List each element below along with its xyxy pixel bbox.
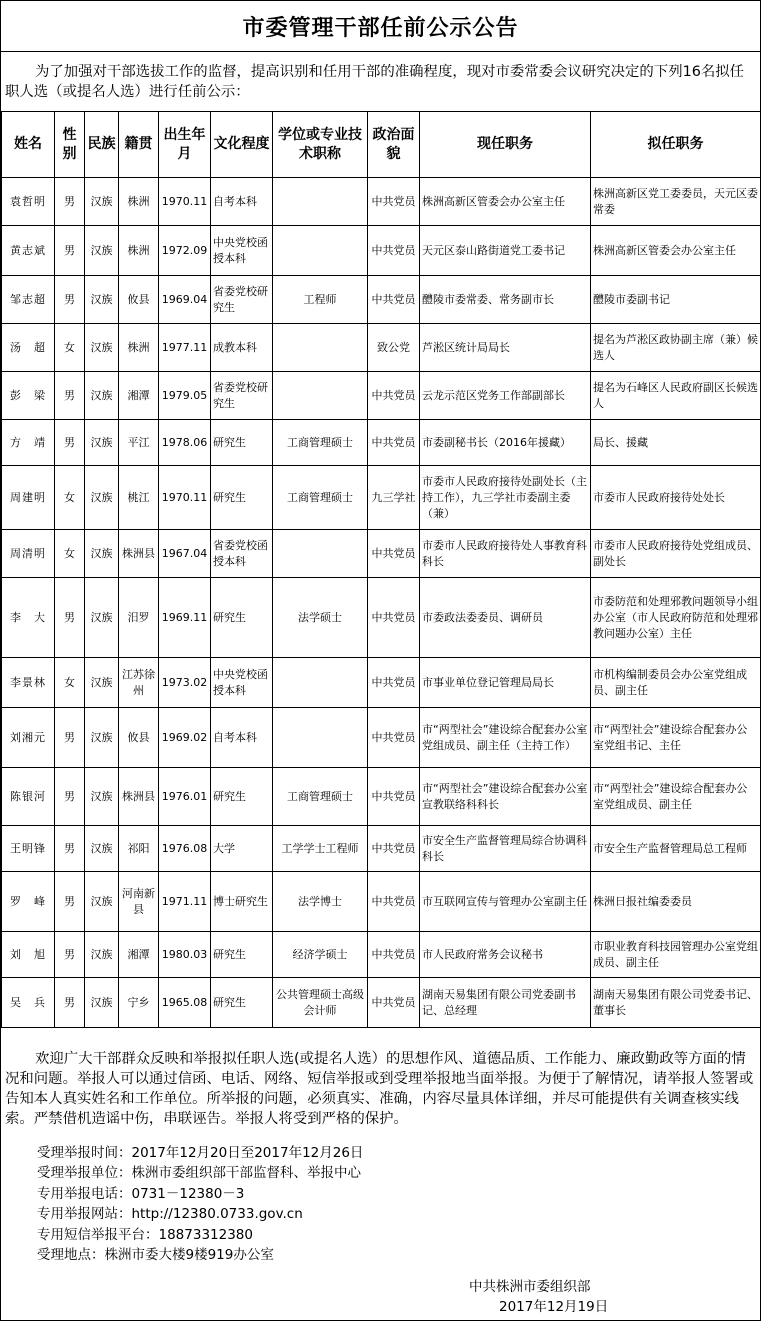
cell-current-post: 醴陵市委常委、常务副市长 — [420, 276, 591, 324]
cell-current-post: 市安全生产监督管理局综合协调科科长 — [420, 826, 591, 872]
cell-proposed-post: 提名为芦淞区政协副主席（兼）候选人 — [591, 324, 761, 372]
cell-political: 中共党员 — [368, 658, 420, 708]
cell-ethnicity: 汉族 — [85, 420, 119, 466]
cell-current-post: 天元区泰山路街道党工委书记 — [420, 226, 591, 276]
table-row — [2, 178, 761, 226]
cell-hometown: 祁阳 — [119, 826, 159, 872]
cell-proposed-post: 市委防范和处理邪教问题领导小组办公室（市人民政府防范和处理邪教问题办公室）主任 — [591, 578, 761, 658]
cell-education: 研究生 — [211, 420, 273, 466]
cell-ethnicity: 汉族 — [85, 324, 119, 372]
cell-current-post: 市人民政府常务会议秘书 — [420, 932, 591, 978]
cell-ethnicity: 汉族 — [85, 978, 119, 1028]
cell-ethnicity: 汉族 — [85, 768, 119, 826]
cell-current-post: 市互联网宣传与管理办公室副主任 — [420, 872, 591, 932]
cell-name: 方 靖 — [2, 420, 55, 466]
cell-name: 陈银河 — [2, 768, 55, 826]
cell-hometown: 汨罗 — [119, 578, 159, 658]
cell-degree: 工商管理硕士 — [273, 466, 368, 530]
table-row — [2, 658, 761, 708]
cell-political: 中共党员 — [368, 826, 420, 872]
cell-hometown: 株洲 — [119, 226, 159, 276]
cell-degree: 工程师 — [273, 276, 368, 324]
cell-education: 研究生 — [211, 932, 273, 978]
cell-gender: 女 — [55, 466, 85, 530]
cell-hometown: 宁乡 — [119, 978, 159, 1028]
cell-birth: 1967.04 — [159, 530, 211, 578]
cell-proposed-post: 提名为石峰区人民政府副区长候选人 — [591, 372, 761, 420]
cell-political: 中共党员 — [368, 372, 420, 420]
signature-date: 2017年12月19日 — [499, 1299, 609, 1315]
cell-name: 周清明 — [2, 530, 55, 578]
cell-education: 中央党校函授本科 — [211, 658, 273, 708]
closing-paragraph: 欢迎广大干部群众反映和举报拟任职人选(或提名人选）的思想作风、道德品质、工作能力、廉政勤政等方面的情况和问题。举报人可以通过信函、电话、网络、短信举报或到受理举报地当面举报。为便于了解情况，请举报人签署或告知本人真实姓名和工作单位。所举报的问题，必须真实、准确，内容尽量具体详细，并尽可能提供有关调查核实线索。严禁借机造谣中伤，串联诬告。举报人将受到严格的保护。 — [5, 1051, 754, 1127]
cell-gender: 男 — [55, 872, 85, 932]
cell-degree: 工学学士工程师 — [273, 826, 368, 872]
table-row — [2, 466, 761, 530]
cell-education: 省委党校函授本科 — [211, 530, 273, 578]
cell-current-post: 市“两型社会”建设综合配套办公室宣教联络科科长 — [420, 768, 591, 826]
cell-political: 中共党员 — [368, 530, 420, 578]
cell-political: 致公党 — [368, 324, 420, 372]
cell-degree — [273, 324, 368, 372]
cell-current-post: 市委市人民政府接待处副处长（主持工作），九三学社市委副主委（兼） — [420, 466, 591, 530]
cell-name: 袁哲明 — [2, 178, 55, 226]
cell-degree — [273, 708, 368, 768]
cell-ethnicity: 汉族 — [85, 530, 119, 578]
cell-name: 李 大 — [2, 578, 55, 658]
cell-hometown: 攸县 — [119, 276, 159, 324]
table-row — [2, 768, 761, 826]
header-education: 文化程度 — [211, 112, 273, 178]
cell-gender: 男 — [55, 768, 85, 826]
cell-name: 邹志超 — [2, 276, 55, 324]
cell-ethnicity: 汉族 — [85, 466, 119, 530]
cell-political: 中共党员 — [368, 276, 420, 324]
cell-name: 黄志斌 — [2, 226, 55, 276]
table-row — [2, 372, 761, 420]
table-row — [2, 872, 761, 932]
report-time: 受理举报时间：2017年12月20日至2017年12月26日 — [37, 1145, 364, 1161]
cell-proposed-post: 市安全生产监督管理局总工程师 — [591, 826, 761, 872]
report-unit: 受理举报单位：株洲市委组织部干部监督科、举报中心 — [37, 1165, 361, 1182]
cell-ethnicity: 汉族 — [85, 276, 119, 324]
cell-birth: 1969.02 — [159, 708, 211, 768]
header-gender: 性别 — [55, 112, 85, 178]
cell-political: 九三学社 — [368, 466, 420, 530]
cell-birth: 1976.08 — [159, 826, 211, 872]
cell-ethnicity: 汉族 — [85, 658, 119, 708]
cell-current-post: 芦淞区统计局局长 — [420, 324, 591, 372]
cell-ethnicity: 汉族 — [85, 178, 119, 226]
table-row — [2, 978, 761, 1028]
cell-degree: 公共管理硕士高级会计师 — [273, 978, 368, 1028]
cell-hometown: 江苏徐州 — [119, 658, 159, 708]
cell-degree: 工商管理硕士 — [273, 420, 368, 466]
cell-political: 中共党员 — [368, 872, 420, 932]
table-row — [2, 578, 761, 658]
cell-birth: 1977.11 — [159, 324, 211, 372]
signature — [469, 1277, 608, 1317]
cell-gender: 男 — [55, 708, 85, 768]
cell-birth: 1972.09 — [159, 226, 211, 276]
report-location: 受理地点：株洲市委大楼9楼919办公室 — [37, 1247, 274, 1264]
header-ethnicity: 民族 — [85, 112, 119, 178]
header-degree: 学位或专业技术职称 — [273, 112, 368, 178]
page-title: 市委管理干部任前公示公告 — [242, 15, 519, 41]
cell-political: 中共党员 — [368, 932, 420, 978]
cell-birth: 1969.04 — [159, 276, 211, 324]
cell-gender: 男 — [55, 978, 85, 1028]
cell-hometown: 株洲 — [119, 324, 159, 372]
cell-degree — [273, 226, 368, 276]
cell-current-post: 市委副秘书长（2016年援藏） — [420, 420, 591, 466]
cell-proposed-post: 市委市人民政府接待处处长 — [591, 466, 761, 530]
report-phone: 专用举报电话：0731－12380－3 — [37, 1185, 245, 1202]
header-current-post: 现任职务 — [420, 112, 591, 178]
cell-birth: 1970.11 — [159, 178, 211, 226]
table-row — [2, 420, 761, 466]
cell-ethnicity: 汉族 — [85, 826, 119, 872]
cell-name: 刘湘元 — [2, 708, 55, 768]
cell-ethnicity: 汉族 — [85, 226, 119, 276]
header-name: 姓名 — [2, 112, 55, 178]
cell-birth: 1978.06 — [159, 420, 211, 466]
cell-name: 周建明 — [2, 466, 55, 530]
cell-education: 自考本科 — [211, 178, 273, 226]
cell-hometown: 株洲县 — [119, 768, 159, 826]
cell-ethnicity: 汉族 — [85, 708, 119, 768]
cell-political: 中共党员 — [368, 178, 420, 226]
cell-gender: 男 — [55, 226, 85, 276]
cell-proposed-post: 醴陵市委副书记 — [591, 276, 761, 324]
cell-degree — [273, 530, 368, 578]
table-row — [2, 932, 761, 978]
cell-education: 成教本科 — [211, 324, 273, 372]
cell-degree — [273, 372, 368, 420]
cell-political: 中共党员 — [368, 978, 420, 1028]
cell-education: 大学 — [211, 826, 273, 872]
header-hometown: 籍贯 — [119, 112, 159, 178]
signature-org: 中共株洲市委组织部 — [469, 1279, 591, 1295]
cell-birth: 1976.01 — [159, 768, 211, 826]
cell-proposed-post: 湖南天易集团有限公司党委书记、董事长 — [591, 978, 761, 1028]
cell-current-post: 市委市人民政府接待处人事教育科科长 — [420, 530, 591, 578]
cell-gender: 女 — [55, 658, 85, 708]
cell-ethnicity: 汉族 — [85, 872, 119, 932]
cell-degree: 工商管理硕士 — [273, 768, 368, 826]
cell-hometown: 湘潭 — [119, 932, 159, 978]
cell-education: 省委党校研究生 — [211, 372, 273, 420]
cell-gender: 男 — [55, 372, 85, 420]
cell-hometown: 株洲 — [119, 178, 159, 226]
cell-name: 罗 峰 — [2, 872, 55, 932]
cell-education: 研究生 — [211, 466, 273, 530]
cell-gender: 女 — [55, 530, 85, 578]
cell-hometown: 河南新县 — [119, 872, 159, 932]
cell-political: 中共党员 — [368, 226, 420, 276]
cell-name: 汤 超 — [2, 324, 55, 372]
cell-gender: 男 — [55, 178, 85, 226]
report-website: 专用举报网站：http://12380.0733.gov.cn — [37, 1206, 303, 1223]
cell-hometown: 平江 — [119, 420, 159, 466]
cell-birth: 1970.11 — [159, 466, 211, 530]
table-row — [2, 276, 761, 324]
cell-political: 中共党员 — [368, 708, 420, 768]
cell-ethnicity: 汉族 — [85, 932, 119, 978]
cell-gender: 男 — [55, 578, 85, 658]
header-birth: 出生年月 — [159, 112, 211, 178]
cell-proposed-post: 株洲日报社编委委员 — [591, 872, 761, 932]
cell-proposed-post: 株洲高新区管委会办公室主任 — [591, 226, 761, 276]
cell-proposed-post: 市“两型社会”建设综合配套办公室党组书记、主任 — [591, 708, 761, 768]
cell-birth: 1971.11 — [159, 872, 211, 932]
title-bar — [1, 1, 760, 52]
cell-birth: 1979.05 — [159, 372, 211, 420]
cell-hometown: 株洲县 — [119, 530, 159, 578]
cell-current-post: 市事业单位登记管理局局长 — [420, 658, 591, 708]
header-political: 政治面貌 — [368, 112, 420, 178]
cell-political: 中共党员 — [368, 578, 420, 658]
header-proposed-post: 拟任职务 — [591, 112, 761, 178]
cell-birth: 1965.08 — [159, 978, 211, 1028]
cell-gender: 男 — [55, 276, 85, 324]
cell-name: 李景林 — [2, 658, 55, 708]
cell-hometown: 攸县 — [119, 708, 159, 768]
cadre-table — [1, 111, 761, 1028]
cell-hometown: 桃江 — [119, 466, 159, 530]
cell-current-post: 云龙示范区党务工作部副部长 — [420, 372, 591, 420]
cell-gender: 男 — [55, 932, 85, 978]
cell-birth: 1973.02 — [159, 658, 211, 708]
cell-degree: 法学博士 — [273, 872, 368, 932]
cell-proposed-post: 市“两型社会”建设综合配套办公室党组成员、副主任 — [591, 768, 761, 826]
cell-name: 彭 梁 — [2, 372, 55, 420]
cell-birth: 1980.03 — [159, 932, 211, 978]
cell-name: 王明锋 — [2, 826, 55, 872]
cell-gender: 男 — [55, 420, 85, 466]
cell-proposed-post: 市职业教育科技园管理办公室党组成员、副主任 — [591, 932, 761, 978]
cell-birth: 1969.11 — [159, 578, 211, 658]
cell-education: 研究生 — [211, 768, 273, 826]
cell-degree: 法学硕士 — [273, 578, 368, 658]
report-info — [37, 1143, 363, 1265]
table-row — [2, 530, 761, 578]
table-header-row — [2, 112, 761, 178]
cell-proposed-post: 株洲高新区党工委委员，天元区委常委 — [591, 178, 761, 226]
cell-education: 博士研究生 — [211, 872, 273, 932]
cell-hometown: 湘潭 — [119, 372, 159, 420]
cell-proposed-post: 市委市人民政府接待处党组成员、副处长 — [591, 530, 761, 578]
table-row — [2, 226, 761, 276]
cell-proposed-post: 市机构编制委员会办公室党组成员、副主任 — [591, 658, 761, 708]
cell-degree — [273, 658, 368, 708]
table-row — [2, 324, 761, 372]
intro-paragraph: 为了加强对干部选拔工作的监督，提高识别和任用干部的准确程度，现对市委常委会议研究决定的下列16名拟任职人选（或提名人选）进行任前公示： — [5, 64, 745, 100]
table-row — [2, 708, 761, 768]
cell-proposed-post: 局长、援藏 — [591, 420, 761, 466]
cell-name: 刘 旭 — [2, 932, 55, 978]
cell-ethnicity: 汉族 — [85, 372, 119, 420]
report-sms: 专用短信举报平台：18873312380 — [37, 1226, 253, 1243]
cell-ethnicity: 汉族 — [85, 578, 119, 658]
cell-degree — [273, 178, 368, 226]
cell-gender: 女 — [55, 324, 85, 372]
cell-education: 省委党校研究生 — [211, 276, 273, 324]
cell-gender: 男 — [55, 826, 85, 872]
cell-education: 中央党校函授本科 — [211, 226, 273, 276]
cell-education: 自考本科 — [211, 708, 273, 768]
cell-degree: 经济学硕士 — [273, 932, 368, 978]
cell-name: 吴 兵 — [2, 978, 55, 1028]
cell-political: 中共党员 — [368, 420, 420, 466]
cell-current-post: 市委政法委委员、调研员 — [420, 578, 591, 658]
cell-political: 中共党员 — [368, 768, 420, 826]
cell-education: 研究生 — [211, 578, 273, 658]
cell-current-post: 市“两型社会”建设综合配套办公室党组成员、副主任（主持工作） — [420, 708, 591, 768]
cell-education: 研究生 — [211, 978, 273, 1028]
cell-current-post: 湖南天易集团有限公司党委副书记、总经理 — [420, 978, 591, 1028]
cell-current-post: 株洲高新区管委会办公室主任 — [420, 178, 591, 226]
table-row — [2, 826, 761, 872]
